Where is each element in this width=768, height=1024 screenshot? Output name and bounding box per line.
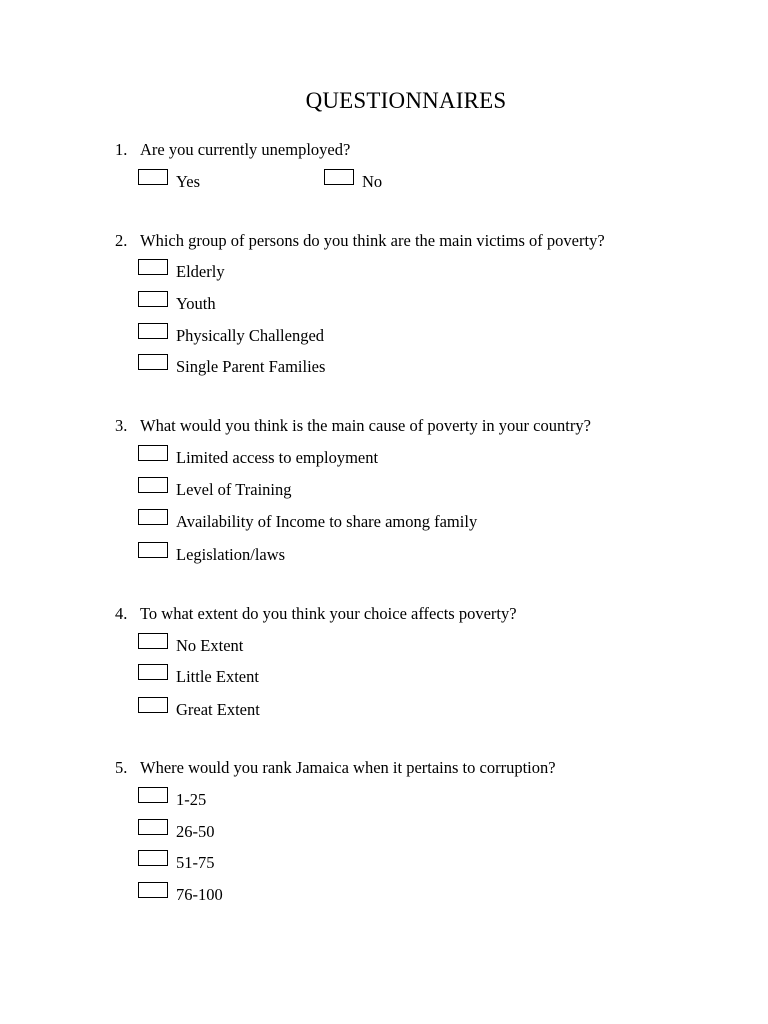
question-text: To what extent do you think your choice affects poverty? <box>140 604 517 623</box>
checkbox[interactable] <box>138 445 168 461</box>
option-label: Youth <box>176 294 216 313</box>
checkbox[interactable] <box>324 169 354 185</box>
option-label: 51-75 <box>176 853 215 872</box>
question-number: 4. <box>115 604 128 623</box>
option-label: 76-100 <box>176 885 223 904</box>
checkbox[interactable] <box>138 323 168 339</box>
checkbox[interactable] <box>138 291 168 307</box>
question-text: Which group of persons do you think are the main victims of poverty? <box>140 231 605 250</box>
checkbox[interactable] <box>138 477 168 493</box>
checkbox[interactable] <box>138 664 168 680</box>
option-label: Single Parent Families <box>176 357 326 376</box>
checkbox[interactable] <box>138 169 168 185</box>
option-label: Great Extent <box>176 700 260 719</box>
question-2 <box>115 231 605 251</box>
checkbox[interactable] <box>138 354 168 370</box>
option-label: Physically Challenged <box>176 326 325 345</box>
checkbox[interactable] <box>138 787 168 803</box>
question-1 <box>115 140 350 160</box>
question-5 <box>115 758 556 778</box>
checkbox[interactable] <box>138 697 168 713</box>
checkbox[interactable] <box>138 633 168 649</box>
checkbox[interactable] <box>138 819 168 835</box>
option-label: Availability of Income to share among family <box>176 512 478 531</box>
question-3 <box>115 416 591 436</box>
option-label: Limited access to employment <box>176 448 379 467</box>
option-label: 26-50 <box>176 822 215 841</box>
checkbox[interactable] <box>138 882 168 898</box>
page-title: QUESTIONNAIRES <box>305 88 507 113</box>
option-label: 1-25 <box>176 790 207 809</box>
option-label: Elderly <box>176 262 225 281</box>
option-label: Legislation/laws <box>176 545 286 564</box>
option-label: Little Extent <box>176 667 259 686</box>
question-number: 2. <box>115 231 128 250</box>
checkbox[interactable] <box>138 542 168 558</box>
question-number: 3. <box>115 416 128 435</box>
option-label: Level of Training <box>176 480 292 499</box>
question-text: Where would you rank Jamaica when it pertains to corruption? <box>140 758 556 777</box>
option-label: No <box>362 172 383 191</box>
checkbox[interactable] <box>138 509 168 525</box>
question-number: 5. <box>115 758 128 777</box>
question-4 <box>115 604 517 624</box>
option-label: No Extent <box>176 636 244 655</box>
question-number: 1. <box>115 140 128 159</box>
option-label: Yes <box>176 172 201 191</box>
question-text: Are you currently unemployed? <box>140 140 351 159</box>
checkbox[interactable] <box>138 259 168 275</box>
checkbox[interactable] <box>138 850 168 866</box>
question-text: What would you think is the main cause of poverty in your country? <box>140 416 591 435</box>
